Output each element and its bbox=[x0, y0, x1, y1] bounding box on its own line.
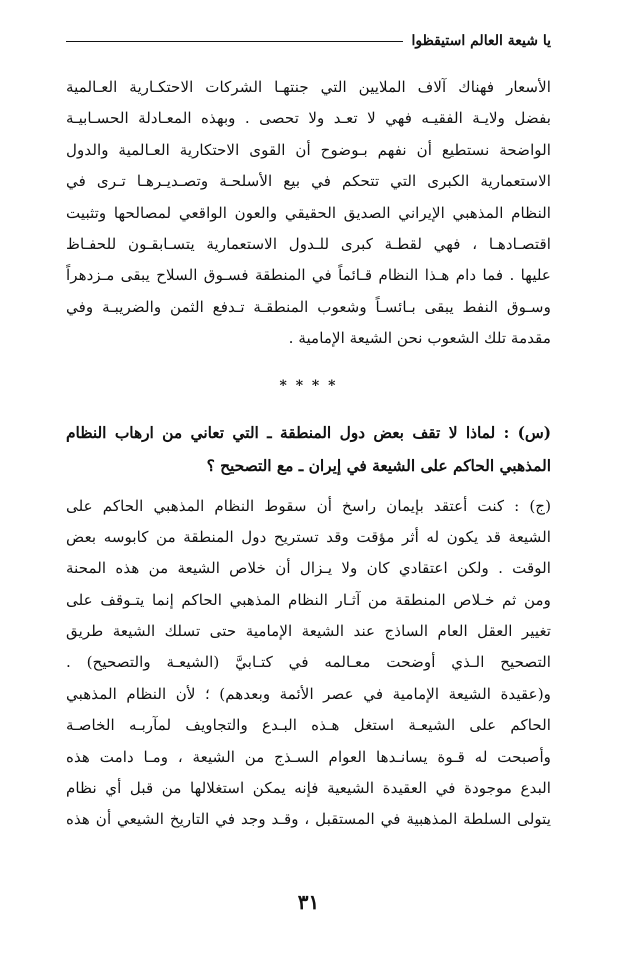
paragraph-1 bbox=[66, 72, 551, 355]
body-text bbox=[66, 72, 551, 836]
question-line: المذهبي الحاكم على الشيعة في إيران ـ مع التصحيح ؟ bbox=[206, 456, 551, 475]
running-header-title: يا شيعة العالم استيقظوا bbox=[411, 33, 551, 49]
answer-line: البدع موجودة في العقيدة الشيعية فإنه يمكن استغلالها من قبل أي نظام bbox=[66, 779, 551, 798]
running-header bbox=[66, 30, 551, 52]
text-line: النظام المذهبي الإيراني الصديق الحقيقي والعون الواقعي لمصالحها وتثبيت bbox=[66, 203, 551, 222]
text-line: اقتصـادهـا ، فهي لقطـة كبرى للـدول الاستعمارية يتسـابقـون للحفـاظ bbox=[66, 234, 551, 253]
answer-line: التصحيح الـذي أوضحت معـالمه في كتـابيَّ (الشيعـة والتصحيح) . bbox=[66, 653, 551, 672]
text-line: الاستعمارية الكبرى التي تتحكم في بيع الأسلحـة وتصـديـرهـا تـرى في bbox=[66, 172, 551, 191]
text-line: الواضحة نستطيع أن نفهم بـوضوح أن القوى الاحتكارية العـالمية والدول bbox=[66, 140, 551, 159]
text-line: وسـوق النفط يبقى بـائسـاً وشعوب المنطقـة تـدفع الثمن والضريبـة وفي bbox=[66, 297, 551, 316]
answer bbox=[66, 491, 551, 836]
text-line: بفضل ولايـة الفقيـه فهي لا تعـد ولا تحصى . وبهذه المعـادلة الحسـابيـة bbox=[66, 109, 551, 128]
text-line: الأسعار فهناك آلاف الملايين التي جنتهـا الشركات الاحتكـارية العـالمية bbox=[66, 78, 551, 96]
answer-line: وأصبحت له قـوة يسانـدها العوام السـذج من الشيعة ، ومـا دامت هذه bbox=[66, 747, 551, 766]
answer-line: تغيير العقل العام الساذج عند الشيعة الإمامية حتى تسلك الشيعة طريق bbox=[66, 622, 551, 641]
answer-line: (ج) : كنت أعتقد بإيمان راسخ أن سقوط النظام المذهبي الحاكم على bbox=[66, 496, 551, 515]
answer-line: الشيعة قد يكون له أثر مؤقت وقد تستريح دول المنطقة من كابوسه بعض bbox=[66, 527, 551, 546]
page-number: ٣١ bbox=[297, 890, 320, 914]
answer-line: الحاكم على الشيعـة استغل هـذه البـدع والتجاويف لمآربـه الخاصـة bbox=[66, 716, 551, 735]
answer-line: و(عقيدة الشيعة الإمامية في عصر الأئمة وبعدهم) ؛ لأن النظام المذهبي bbox=[66, 684, 551, 703]
question-line: (س) : لماذا لا تقف بعض دول المنطقة ـ التي تعاني من ارهاب النظام bbox=[66, 423, 551, 442]
header-rule bbox=[66, 41, 403, 42]
answer-line: ومن ثم خـلاص المنطقة من آثـار النظام المذهبي الحاكم إنما يتـوقف على bbox=[66, 590, 551, 609]
text-line: مقدمة تلك الشعوب نحن الشيعة الإمامية . bbox=[288, 329, 551, 348]
question bbox=[66, 417, 551, 483]
text-line: عليها . فما دام هـذا النظام قـائماً في المنطقة فسـوق السلاح يبقى مـزدهراً bbox=[66, 266, 551, 285]
answer-line: يتولى السلطة المذهبية في المستقبل ، وقـد وجد في التاريخ الشيعي أن هذه bbox=[66, 810, 551, 829]
section-separator: * * * * bbox=[279, 377, 338, 394]
answer-line: الوقت . ولكن اعتقادي كان ولا يـزال أن خلاص الشيعة من هذه المحنة bbox=[66, 559, 551, 578]
